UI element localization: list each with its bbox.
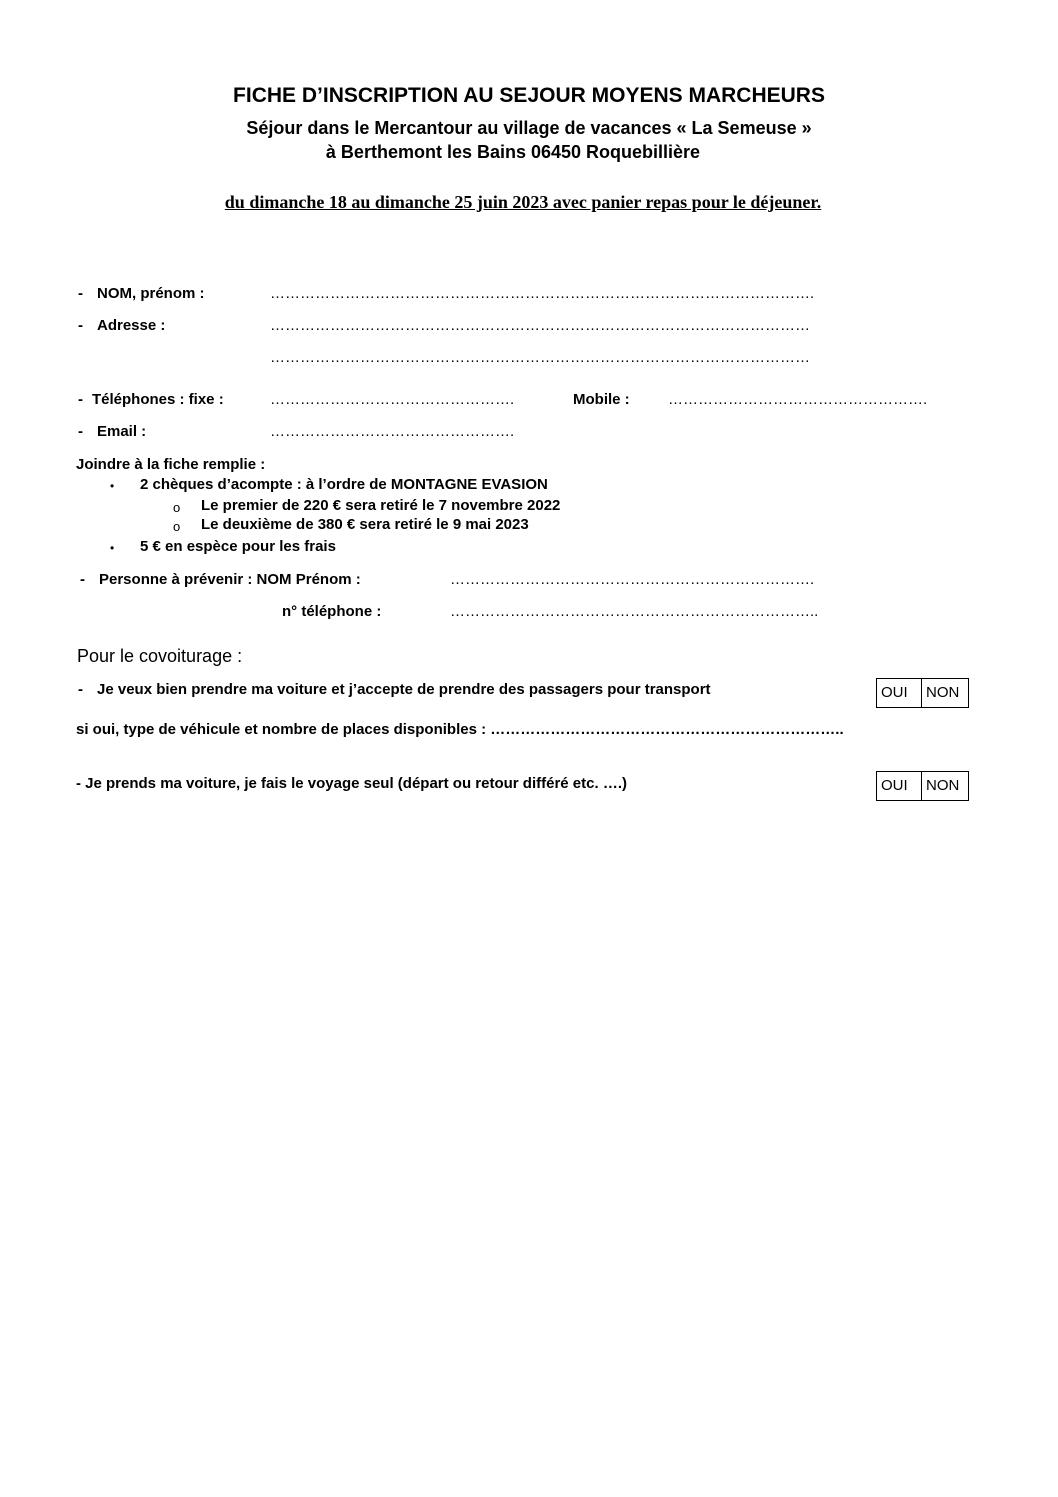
attach-heading: Joindre à la fiche remplie : — [76, 456, 266, 473]
email-label: Email : — [97, 423, 147, 440]
sub-bullet-icon: o — [173, 519, 181, 534]
dash-marker: - — [78, 423, 83, 440]
dash-marker: - — [78, 285, 83, 302]
carpool-heading: Pour le covoiturage : — [77, 646, 243, 666]
dash-marker: - — [78, 317, 83, 334]
dash-marker: - — [78, 681, 83, 698]
oui-option[interactable]: OUI — [881, 684, 908, 701]
carpool-driver-question: Je veux bien prendre ma voiture et j’accepte de prendre des passagers pour transport — [97, 681, 711, 698]
mobile-field[interactable]: ……………………………………………. — [668, 391, 928, 408]
name-field[interactable]: ………………………………………………………………………………………………. — [270, 285, 815, 302]
subtitle-location: Séjour dans le Mercantour au village de vacances « La Semeuse » — [246, 118, 812, 138]
address-field-line1[interactable]: ……………………………………………………………………………………………… — [270, 317, 810, 334]
address-label: Adresse : — [97, 317, 166, 334]
vehicle-details-field[interactable]: si oui, type de véhicule et nombre de places disponibles : …………………………………………………………….. — [76, 721, 844, 738]
phone-fixed-field[interactable]: …………………………………………. — [270, 391, 515, 408]
non-option[interactable]: NON — [921, 679, 968, 707]
carpool-solo-question: - Je prends ma voiture, je fais le voyage seul (départ ou retour différé etc. ….) — [76, 775, 627, 792]
stay-dates: du dimanche 18 au dimanche 25 juin 2023 avec panier repas pour le déjeuner. — [224, 192, 822, 212]
carpool-solo-choice — [876, 771, 969, 801]
attach-item-cash: 5 € en espèce pour les frais — [140, 538, 336, 555]
dash-marker: - — [78, 391, 83, 408]
phone-fixed-label: Téléphones : fixe : — [92, 391, 224, 408]
attach-sub-second-cheque: Le deuxième de 380 € sera retiré le 9 mai 2023 — [201, 516, 529, 533]
dash-marker: - — [80, 571, 85, 588]
bullet-icon: • — [110, 479, 115, 493]
carpool-driver-choice — [876, 678, 969, 708]
non-option[interactable]: NON — [921, 772, 968, 800]
emergency-phone-field[interactable]: ……………………………………………………………….. — [450, 603, 819, 620]
emergency-contact-label: Personne à prévenir : NOM Prénom : — [99, 571, 361, 588]
attach-item-cheques: 2 chèques d’acompte : à l’ordre de MONTAGNE EVASION — [140, 476, 548, 493]
subtitle-address: à Berthemont les Bains 06450 Roquebillière — [325, 142, 701, 162]
mobile-label: Mobile : — [573, 391, 630, 408]
bullet-icon: • — [110, 541, 115, 555]
email-field[interactable]: …………………………………………. — [270, 423, 515, 440]
attach-sub-first-cheque: Le premier de 220 € sera retiré le 7 novembre 2022 — [201, 497, 561, 514]
sub-bullet-icon: o — [173, 500, 181, 515]
oui-option[interactable]: OUI — [881, 777, 908, 794]
emergency-phone-label: n° téléphone : — [282, 603, 382, 620]
emergency-contact-field[interactable]: ………………………………………………………………. — [450, 571, 815, 588]
name-label: NOM, prénom : — [97, 285, 205, 302]
address-field-line2[interactable]: ……………………………………………………………………………………………… — [270, 349, 810, 366]
form-title: FICHE D’INSCRIPTION AU SEJOUR MOYENS MARCHEURS — [233, 84, 825, 107]
